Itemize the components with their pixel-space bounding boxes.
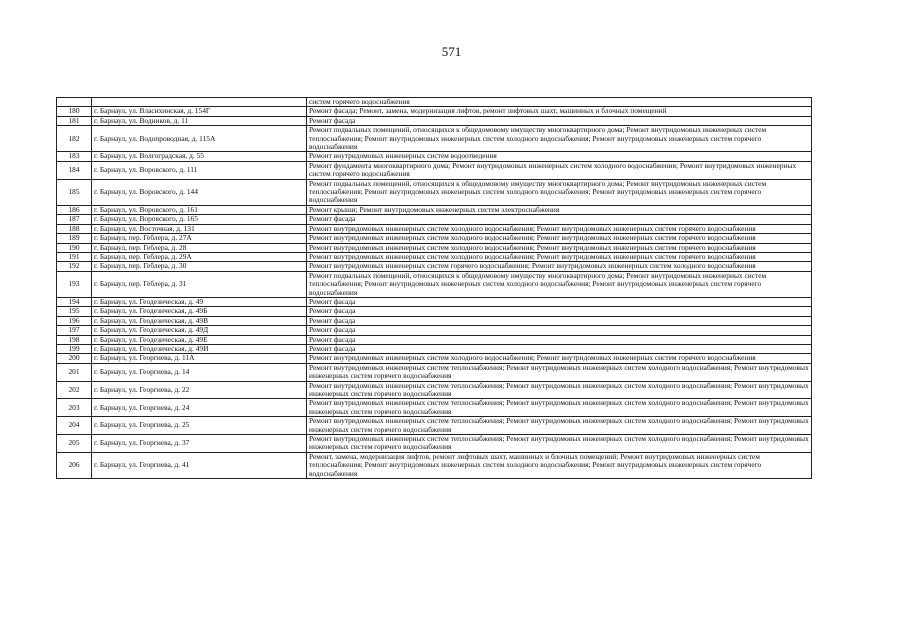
- page-number: 571: [441, 44, 462, 59]
- row-number: 184: [57, 161, 92, 179]
- row-number: 188: [57, 224, 92, 233]
- row-address: г. Барнаул, ул. Водников, д. 11: [92, 116, 307, 125]
- row-work: Ремонт фасада: [307, 316, 812, 325]
- row-work: Ремонт фасада: [307, 326, 812, 335]
- row-work: Ремонт фасада: [307, 307, 812, 316]
- row-work: Ремонт внутридомовых инженерных систем теплоснабжения; Ремонт внутридомовых инженерных систем холодного водоснабжения; Ремонт внутридомовых инженерных систем горячего водоснабжения: [307, 381, 812, 399]
- table-row: [57, 452, 812, 478]
- row-number: 194: [57, 297, 92, 306]
- row-number: 185: [57, 179, 92, 205]
- row-address: г. Барнаул, ул. Георгиева, д. 25: [92, 417, 307, 435]
- row-address: г. Барнаул, ул. Воровского, д. 144: [92, 179, 307, 205]
- row-number: 204: [57, 417, 92, 435]
- row-number: 189: [57, 234, 92, 243]
- row-number: 201: [57, 363, 92, 381]
- row-address: г. Барнаул, ул. Георгиева, д. 11А: [92, 354, 307, 363]
- row-number: 191: [57, 252, 92, 261]
- row-number: 198: [57, 335, 92, 344]
- row-work: Ремонт внутридомовых инженерных систем водоотведения: [307, 152, 812, 161]
- row-work: Ремонт фасада: [307, 297, 812, 306]
- row-address: г. Барнаул, ул. Воровского, д. 165: [92, 215, 307, 224]
- table-row: [57, 215, 812, 224]
- row-number: [57, 98, 92, 107]
- row-address: г. Барнаул, ул. Воровского, д. 111: [92, 161, 307, 179]
- row-number: 197: [57, 326, 92, 335]
- row-address: г. Барнаул, ул. Воровского, д. 161: [92, 205, 307, 214]
- row-work: Ремонт внутридомовых инженерных систем теплоснабжения; Ремонт внутридомовых инженерных систем холодного водоснабжения; Ремонт внутридомовых инженерных систем горячего водоснабжения: [307, 363, 812, 381]
- row-address: г. Барнаул, ул. Волгоградская, д. 55: [92, 152, 307, 161]
- row-work: Ремонт фасада; Ремонт, замена, модернизация лифтов, ремонт лифтовых шахт, машинных и блочных помещений: [307, 107, 812, 116]
- row-work: Ремонт подвальных помещений, относящихся к общедомовому имуществу многоквартирного дома; Ремонт внутридомовых инженерных систем теплоснабжения; Ремонт внутридомовых инженерных систем холодного водоснабжения; Ремонт внутридомовых инженерных систем горячего водоснабжения: [307, 126, 812, 152]
- table-row: [57, 435, 812, 453]
- row-address: г. Барнаул, ул. Водопроводная, д. 115А: [92, 126, 307, 152]
- row-number: 205: [57, 435, 92, 453]
- row-work: Ремонт внутридомовых инженерных систем теплоснабжения; Ремонт внутридомовых инженерных систем холодного водоснабжения; Ремонт внутридомовых инженерных систем горячего водоснабжения: [307, 417, 812, 435]
- row-work: Ремонт внутридомовых инженерных систем теплоснабжения; Ремонт внутридомовых инженерных систем холодного водоснабжения; Ремонт внутридомовых инженерных систем горячего водоснабжения: [307, 435, 812, 453]
- row-number: 202: [57, 381, 92, 399]
- row-work: Ремонт фундамента многоквартирного дома; Ремонт внутридомовых инженерных систем холодного водоснабжения; Ремонт внутридомовых инженерных систем горячего водоснабжения: [307, 161, 812, 179]
- row-number: 180: [57, 107, 92, 116]
- row-work: Ремонт фасада: [307, 344, 812, 353]
- row-work: Ремонт, замена, модернизация лифтов, ремонт лифтовых шахт, машинных и блочных помещений; Ремонт внутридомовых инженерных систем теплоснабжения; Ремонт внутридомовых инженерных систем холодного водоснабжения; Ремонт внутридомовых инженерных систем горячего водоснабжения: [307, 452, 812, 478]
- table-row: [57, 107, 812, 116]
- table-body: [57, 98, 812, 479]
- table-row: [57, 98, 812, 107]
- row-work: Ремонт внутридомовых инженерных систем холодного водоснабжения; Ремонт внутридомовых инженерных систем горячего водоснабжения: [307, 224, 812, 233]
- row-address: г. Барнаул, ул. Георгиева, д. 14: [92, 363, 307, 381]
- row-address: г. Барнаул, ул. Георгиева, д. 41: [92, 452, 307, 478]
- row-address: г. Барнаул, пер. Геблера, д. 31: [92, 271, 307, 297]
- row-work: Ремонт внутридомовых инженерных систем теплоснабжения; Ремонт внутридомовых инженерных систем холодного водоснабжения; Ремонт внутридомовых инженерных систем горячего водоснабжения: [307, 399, 812, 417]
- table-row: [57, 161, 812, 179]
- row-work: Ремонт внутридомовых инженерных систем холодного водоснабжения; Ремонт внутридомовых инженерных систем горячего водоснабжения: [307, 252, 812, 261]
- row-address: г. Барнаул, пер. Геблера, д. 28: [92, 243, 307, 252]
- row-work: Ремонт фасада: [307, 335, 812, 344]
- row-work: Ремонт подвальных помещений, относящихся к общедомовому имуществу многоквартирного дома; Ремонт внутридомовых инженерных систем теплоснабжения; Ремонт внутридомовых инженерных систем холодного водоснабжения; Ремонт внутридомовых инженерных систем горячего водоснабжения: [307, 179, 812, 205]
- row-address: г. Барнаул, ул. Геодезическая, д. 49И: [92, 344, 307, 353]
- row-work: систем горячего водоснабжения: [307, 98, 812, 107]
- row-number: 187: [57, 215, 92, 224]
- row-address: [92, 98, 307, 107]
- table-row: [57, 297, 812, 306]
- row-work: Ремонт внутридомовых инженерных систем холодного водоснабжения; Ремонт внутридомовых инженерных систем горячего водоснабжения: [307, 234, 812, 243]
- row-address: г. Барнаул, ул. Геодезическая, д. 49Е: [92, 335, 307, 344]
- row-number: 192: [57, 262, 92, 271]
- table-row: [57, 381, 812, 399]
- row-work: Ремонт внутридомовых инженерных систем холодного водоснабжения; Ремонт внутридомовых инженерных систем горячего водоснабжения: [307, 243, 812, 252]
- row-work: Ремонт внутридомовых инженерных систем горячего водоснабжения; Ремонт внутридомовых инженерных систем холодного водоснабжения: [307, 262, 812, 271]
- table-row: [57, 205, 812, 214]
- row-address: г. Барнаул, пер. Геблера, д. 30: [92, 262, 307, 271]
- table-row: [57, 179, 812, 205]
- row-address: г. Барнаул, ул. Георгиева, д. 22: [92, 381, 307, 399]
- table-row: [57, 307, 812, 316]
- row-work: Ремонт фасада: [307, 116, 812, 125]
- row-work: Ремонт фасада: [307, 215, 812, 224]
- table-row: [57, 224, 812, 233]
- row-number: 203: [57, 399, 92, 417]
- row-number: 200: [57, 354, 92, 363]
- row-address: г. Барнаул, пер. Геблера, д. 27А: [92, 234, 307, 243]
- table-row: [57, 152, 812, 161]
- row-address: г. Барнаул, ул. Геодезическая, д. 49: [92, 297, 307, 306]
- table-row: [57, 262, 812, 271]
- row-number: 196: [57, 316, 92, 325]
- table-row: [57, 116, 812, 125]
- table-row: [57, 126, 812, 152]
- row-number: 206: [57, 452, 92, 478]
- row-address: г. Барнаул, ул. Власихинская, д. 154Г: [92, 107, 307, 116]
- table-row: [57, 399, 812, 417]
- row-number: 190: [57, 243, 92, 252]
- table-row: [57, 363, 812, 381]
- row-address: г. Барнаул, ул. Георгиева, д. 37: [92, 435, 307, 453]
- table-row: [57, 234, 812, 243]
- row-number: 183: [57, 152, 92, 161]
- row-work: Ремонт внутридомовых инженерных систем холодного водоснабжения; Ремонт внутридомовых инженерных систем горячего водоснабжения: [307, 354, 812, 363]
- table-row: [57, 243, 812, 252]
- table-row: [57, 417, 812, 435]
- table-row: [57, 252, 812, 261]
- table-row: [57, 326, 812, 335]
- row-number: 186: [57, 205, 92, 214]
- row-number: 181: [57, 116, 92, 125]
- row-address: г. Барнаул, ул. Восточная, д. 131: [92, 224, 307, 233]
- row-address: г. Барнаул, пер. Геблера, д. 29А: [92, 252, 307, 261]
- row-address: г. Барнаул, ул. Геодезическая, д. 49Б: [92, 307, 307, 316]
- row-work: Ремонт подвальных помещений, относящихся к общедомовому имуществу многоквартирного дома; Ремонт внутридомовых инженерных систем теплоснабжения; Ремонт внутридомовых инженерных систем холодного водоснабжения; Ремонт внутридомовых инженерных систем горячего водоснабжения: [307, 271, 812, 297]
- table-row: [57, 335, 812, 344]
- row-address: г. Барнаул, ул. Геодезическая, д. 49В: [92, 316, 307, 325]
- repair-table: [56, 97, 812, 479]
- table-row: [57, 354, 812, 363]
- row-number: 199: [57, 344, 92, 353]
- row-number: 195: [57, 307, 92, 316]
- table-row: [57, 344, 812, 353]
- row-number: 193: [57, 271, 92, 297]
- table-row: [57, 316, 812, 325]
- row-address: г. Барнаул, ул. Георгиева, д. 24: [92, 399, 307, 417]
- row-address: г. Барнаул, ул. Геодезическая, д. 49Д: [92, 326, 307, 335]
- row-work: Ремонт крыши; Ремонт внутридомовых инженерных систем электроснабжения: [307, 205, 812, 214]
- row-number: 182: [57, 126, 92, 152]
- table-row: [57, 271, 812, 297]
